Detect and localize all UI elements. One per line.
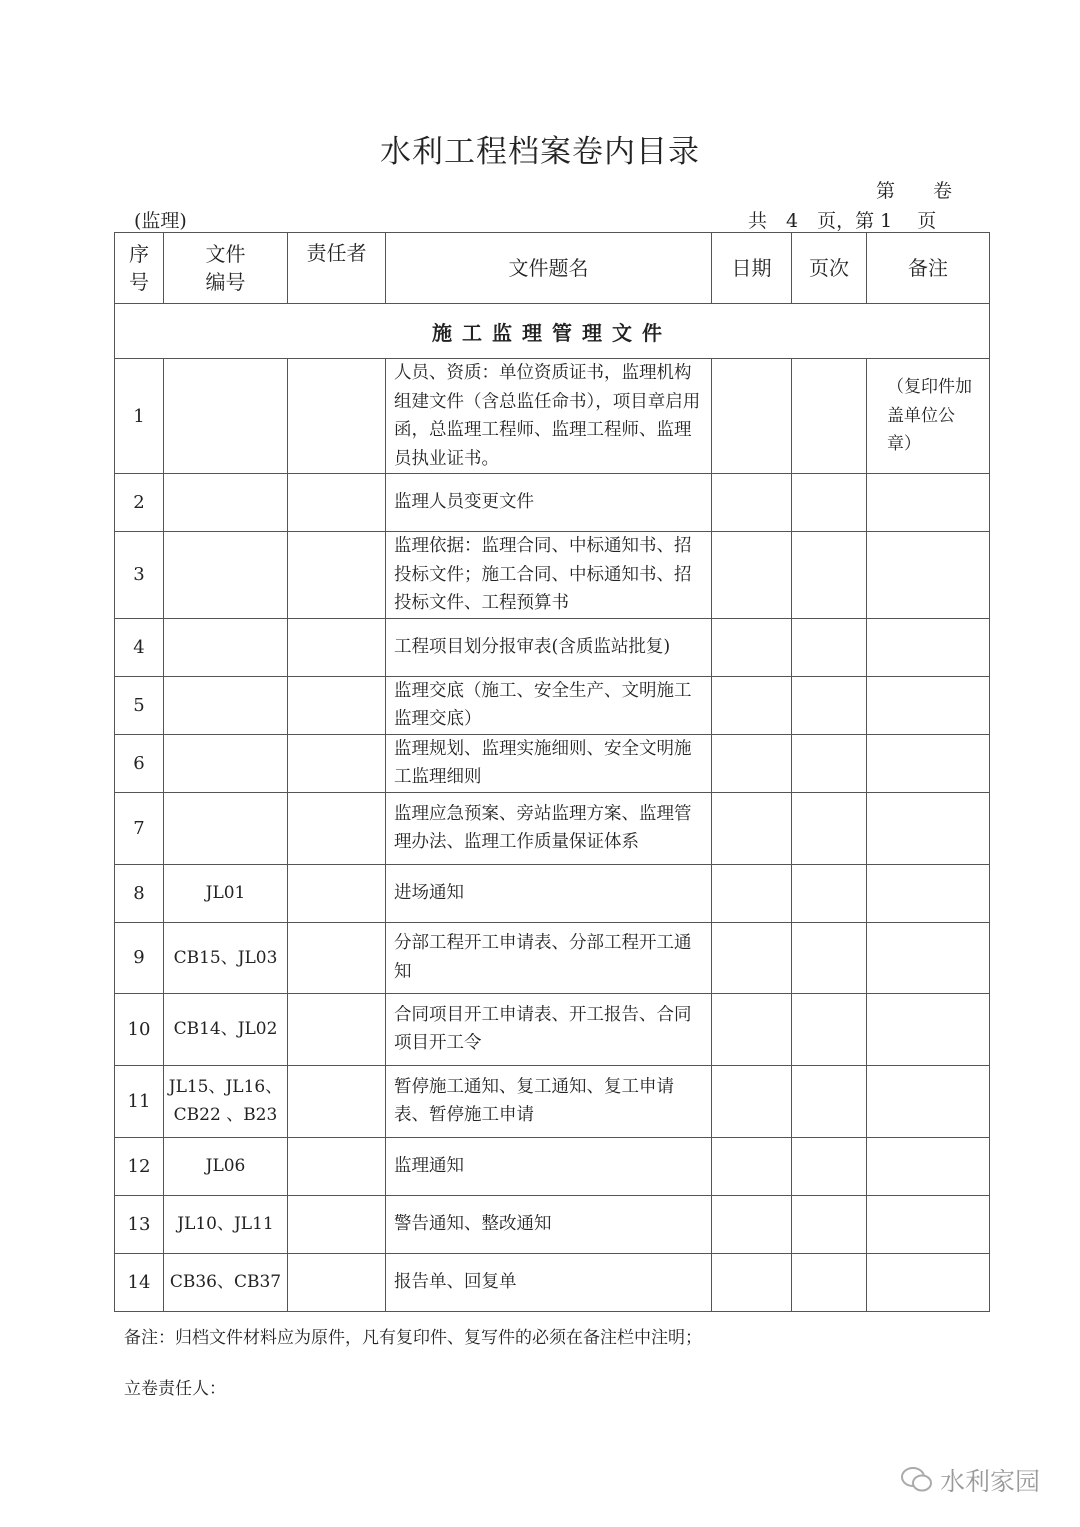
owner [288,922,386,993]
volume-di: 第 [876,180,896,202]
row-number: 4 [115,618,164,676]
remark [867,792,990,864]
table-row [115,676,990,734]
section-title: 施工监理管理文件 [115,304,990,359]
table-row [115,734,990,792]
row-number: 14 [115,1253,164,1311]
remark [867,864,990,922]
row-number: 12 [115,1137,164,1195]
file-title: 监理人员变更文件 [386,474,712,532]
row-number: 11 [115,1065,164,1137]
footnote: 备注：归档文件材料应为原件，凡有复印件、复写件的必须在备注栏中注明； [124,1328,702,1348]
row-number: 1 [115,359,164,474]
file-code: JL01 [164,864,288,922]
file-title: 暂停施工通知、复工通知、复工申请表、暂停施工申请 [386,1065,712,1137]
date [712,359,792,474]
file-title: 监理交底（施工、安全生产、文明施工监理交底） [386,676,712,734]
page-number [792,532,867,619]
header-owner: 责任者 [288,233,386,304]
date [712,532,792,619]
remark [867,618,990,676]
remark [867,474,990,532]
owner [288,359,386,474]
owner [288,864,386,922]
owner [288,993,386,1065]
table-row [115,618,990,676]
date [712,1195,792,1253]
file-title: 进场通知 [386,864,712,922]
owner [288,676,386,734]
remark [867,1253,990,1311]
table-row [115,792,990,864]
page-count: 共 4 页，第 1 页 [748,210,937,232]
file-title: 人员、资质：单位资质证书，监理机构组建文件（含总监任命书），项目章启用函，总监理工程师、监理工程师、监理员执业证书。 [386,359,712,474]
page-number [792,864,867,922]
unit-label: (监理) [134,210,187,232]
remark [867,1137,990,1195]
row-number: 8 [115,864,164,922]
page-number [792,1065,867,1137]
table-row [115,864,990,922]
watermark-text: 水利家园 [940,1467,1041,1496]
header-row [115,233,990,304]
file-title: 合同项目开工申请表、开工报告、合同项目开工令 [386,993,712,1065]
watermark [900,1462,1040,1498]
date [712,1137,792,1195]
file-code [164,532,288,619]
page-number [792,1253,867,1311]
file-title: 警告通知、整改通知 [386,1195,712,1253]
volume-label [876,176,952,203]
remark [867,734,990,792]
owner [288,1253,386,1311]
section-row [115,304,990,359]
file-title: 监理依据：监理合同、中标通知书、招投标文件；施工合同、中标通知书、招投标文件、工程预算书 [386,532,712,619]
page-number [792,676,867,734]
file-title: 报告单、回复单 [386,1253,712,1311]
date [712,474,792,532]
row-number: 3 [115,532,164,619]
table-row [115,1137,990,1195]
remark [867,1195,990,1253]
row-number: 9 [115,922,164,993]
page-number [792,734,867,792]
owner [288,1195,386,1253]
wechat-icon [900,1466,934,1494]
header-date: 日期 [712,233,792,304]
table-row [115,993,990,1065]
header-title: 文件题名 [386,233,712,304]
remark: （复印件加盖单位公章） [867,359,990,474]
date [712,993,792,1065]
owner [288,734,386,792]
table-row [115,1195,990,1253]
date [712,922,792,993]
owner [288,1137,386,1195]
header-remark: 备注 [867,233,990,304]
date [712,792,792,864]
table-row [115,359,990,474]
owner [288,1065,386,1137]
header-code: 文件 编号 [164,233,288,304]
file-code [164,792,288,864]
file-title: 分部工程开工申请表、分部工程开工通知 [386,922,712,993]
page-number [792,359,867,474]
page-number [792,792,867,864]
row-number: 2 [115,474,164,532]
header-seq: 序 号 [115,233,164,304]
file-code: JL10、JL11 [164,1195,288,1253]
header-page: 页次 [792,233,867,304]
page-title: 水利工程档案卷内目录 [380,134,700,170]
row-number: 13 [115,1195,164,1253]
table-row [115,474,990,532]
catalog-table [114,232,990,1312]
file-title: 监理规划、监理实施细则、安全文明施工监理细则 [386,734,712,792]
file-code [164,618,288,676]
file-title: 监理通知 [386,1137,712,1195]
remark [867,993,990,1065]
remark [867,1065,990,1137]
owner [288,618,386,676]
file-code: JL06 [164,1137,288,1195]
date [712,1253,792,1311]
date [712,864,792,922]
row-number: 10 [115,993,164,1065]
remark [867,676,990,734]
page-number [792,993,867,1065]
owner [288,792,386,864]
page-number [792,1137,867,1195]
volume-juan: 卷 [933,180,953,202]
date [712,734,792,792]
remark [867,532,990,619]
file-code [164,676,288,734]
date [712,676,792,734]
date [712,618,792,676]
file-title: 监理应急预案、旁站监理方案、监理管理办法、监理工作质量保证体系 [386,792,712,864]
page-number [792,618,867,676]
file-code: CB15、JL03 [164,922,288,993]
page-number [792,474,867,532]
row-number: 6 [115,734,164,792]
file-code: CB14、JL02 [164,993,288,1065]
row-number: 7 [115,792,164,864]
file-code: CB36、CB37 [164,1253,288,1311]
row-number: 5 [115,676,164,734]
remark [867,922,990,993]
table-row [115,532,990,619]
date [712,1065,792,1137]
signature-label: 立卷责任人： [124,1379,226,1399]
owner [288,532,386,619]
owner [288,474,386,532]
file-code: JL15、JL16、CB22 、B23 [164,1065,288,1137]
table-row [115,1253,990,1311]
file-code [164,474,288,532]
page-number [792,922,867,993]
file-code [164,359,288,474]
file-title: 工程项目划分报审表(含质监站批复) [386,618,712,676]
file-code [164,734,288,792]
table-row [115,1065,990,1137]
page-number [792,1195,867,1253]
table-row [115,922,990,993]
